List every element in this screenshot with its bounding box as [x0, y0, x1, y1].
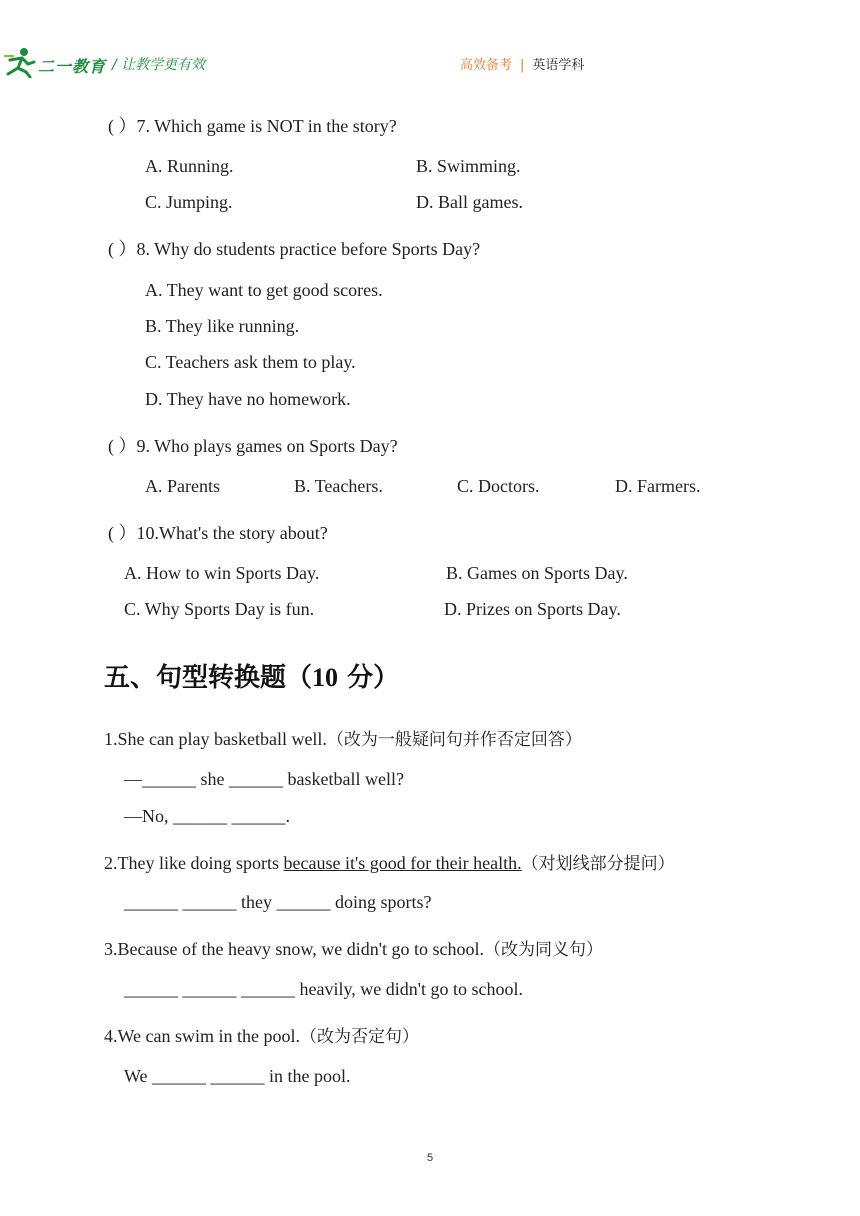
- question-10-stem: ( ）10.What's the story about?: [108, 523, 328, 543]
- transform-item-2-prompt: 2.They like doing sports: [104, 853, 284, 873]
- brand-name: 二一教育: [38, 57, 107, 76]
- transform-item-2-note: （对划线部分提问）: [521, 854, 675, 874]
- question-7-option-a: A. Running.: [145, 156, 234, 176]
- question-7-option-b: B. Swimming.: [416, 156, 521, 176]
- section-title-points: 10: [312, 663, 339, 692]
- page-number: 5: [426, 1152, 434, 1164]
- running-figure-logo-icon: [4, 46, 38, 78]
- transform-item-4-note: （改为否定句）: [300, 1027, 420, 1047]
- header-label: 高效备考: [460, 58, 513, 73]
- transform-item-3-prompt: 3.Because of the heavy snow, we didn't go to school.: [104, 939, 484, 959]
- transform-item-4-prompt: 4.We can swim in the pool.: [104, 1026, 301, 1046]
- section-title-cn: 五、句型转换题（: [104, 663, 313, 693]
- question-9-option-d: D. Farmers.: [615, 476, 701, 496]
- question-9-option-c: C. Doctors.: [457, 476, 540, 496]
- question-8-option-a: A. They want to get good scores.: [145, 280, 383, 300]
- transform-item-3-note: （改为同义句）: [484, 940, 603, 960]
- question-10-option-a: A. How to win Sports Day.: [124, 563, 320, 583]
- section-title: [104, 657, 399, 694]
- transform-item-1-answer-2: —No, ______ ______.: [124, 806, 290, 826]
- question-8-option-d: D. They have no homework.: [145, 389, 351, 409]
- transform-item-3: [104, 935, 603, 960]
- question-7-stem: ( ）7. Which game is NOT in the story?: [108, 116, 397, 136]
- transform-item-2: [104, 849, 675, 874]
- transform-item-1-note: （改为一般疑问句并作否定回答）: [326, 730, 582, 750]
- question-9-option-b: B. Teachers.: [294, 476, 383, 496]
- brand-logo: [4, 46, 124, 78]
- question-9-option-a: A. Parents: [145, 476, 220, 496]
- slogan: / 让教学更有效: [112, 57, 206, 73]
- header-separator: |: [520, 58, 525, 73]
- question-9-stem: ( ）9. Who plays games on Sports Day?: [108, 436, 398, 456]
- transform-item-4: [104, 1022, 419, 1047]
- transform-item-3-answer: ______ ______ ______ heavily, we didn't go to school.: [124, 979, 524, 999]
- transform-item-1-answer-1: —______ she ______ basketball well?: [124, 769, 404, 789]
- question-8-stem: ( ）8. Why do students practice before Sports Day?: [108, 239, 481, 259]
- question-7-option-c: C. Jumping.: [145, 192, 233, 212]
- transform-item-2-underlined: because it's good for their health.: [283, 853, 522, 873]
- question-8-option-c: C. Teachers ask them to play.: [145, 352, 356, 372]
- question-10-option-d: D. Prizes on Sports Day.: [444, 599, 621, 619]
- header-subject: 英语学科: [532, 58, 585, 73]
- transform-item-4-answer: We ______ ______ in the pool.: [124, 1066, 351, 1086]
- question-8-option-b: B. They like running.: [145, 316, 300, 336]
- section-title-end: 分）: [338, 663, 400, 693]
- header-right: [460, 54, 584, 73]
- question-10-option-b: B. Games on Sports Day.: [446, 563, 628, 583]
- transform-item-2-answer: ______ ______ they ______ doing sports?: [124, 892, 432, 912]
- transform-item-1-prompt: 1.She can play basketball well.: [104, 729, 327, 749]
- question-10-option-c: C. Why Sports Day is fun.: [124, 599, 315, 619]
- transform-item-1: [104, 725, 582, 750]
- question-7-option-d: D. Ball games.: [416, 192, 523, 212]
